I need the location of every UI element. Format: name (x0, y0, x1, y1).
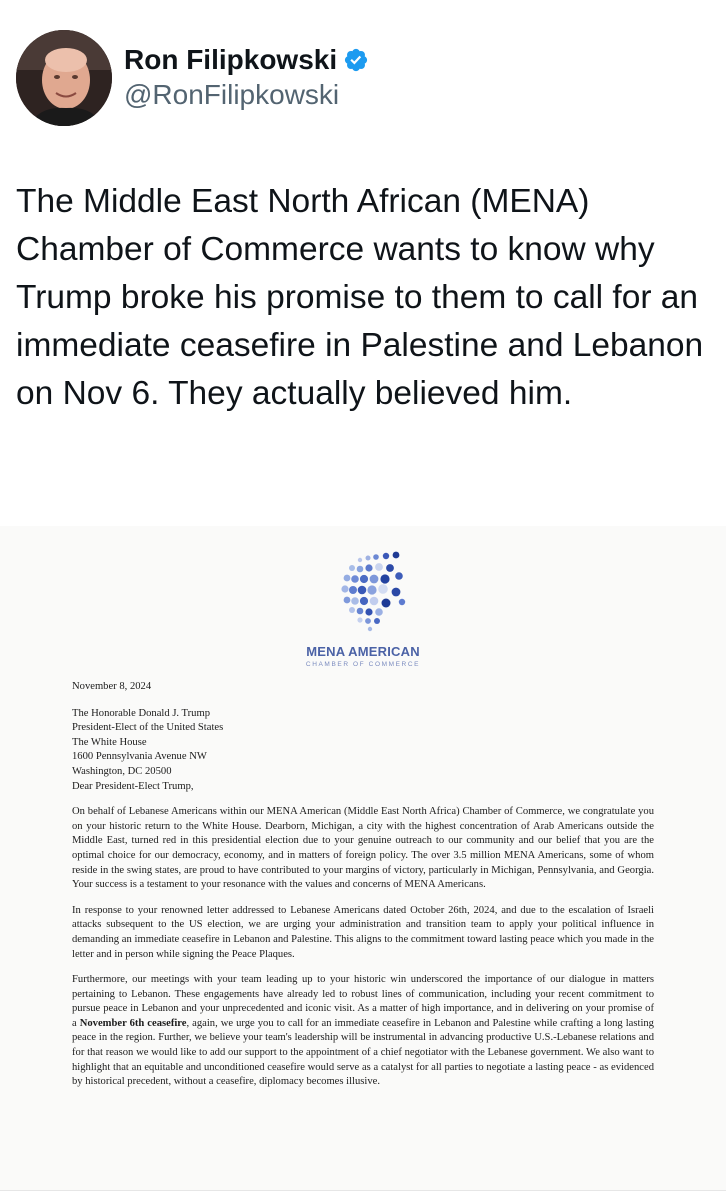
letter-paragraph-1: On behalf of Lebanese Americans within our MENA American (Middle East North Africa) Chamber of Commerce, we congratulate you on your historic return to the White House. Dearborn, Michigan, a city with the highest concentration of Arab Americans outside the Middle East, turned red in this presidential election due to your genuine outreach to our community and our belief that you are the optimal choice for our democracy, economy, and in matters of foreign policy. The over 3.5 million MENA Americans, some of whom reside in the swing states, are proud to have contributed to your margins of victory, particularly in Michigan, Pennsylvania, and Georgia. Your success is a testament to your resonance with the values and concerns of MENA Americans. (72, 806, 654, 891)
paragraph-text: Furthermore, our meetings with your team leading up to your historic win underscored the importance of our dialogue in matters pertaining to Lebanon. These engagements have already led to robust lines of communication, including your recent commitment to pursue peace in Lebanon and your unprecedented and iconic visit. As a matter of high importance, and in delivering on your promise of a (72, 974, 654, 1029)
author-name[interactable]: Ron Filipkowski (124, 44, 338, 75)
letter-paragraph-2: In response to your renowned letter addressed to Lebanese Americans dated October 26th, 2024, and due to the escalation of Israeli attacks subsequent to the US election, we are urging your administration and transition team to apply your political influence in demanding an immediate ceasefire in Lebanon and Palestine. This aligns to the commitment toward lasting peace which you made in the letter and in person while signing the Peace Plaques. (72, 904, 654, 960)
logo-title: MENA AMERICAN (306, 644, 420, 659)
address-line: The Honorable Donald J. Trump (72, 707, 211, 719)
tweet-header (16, 30, 716, 130)
letter-address (72, 707, 654, 780)
letter-date: November 8, 2024 (72, 681, 152, 692)
bold-ceasefire-text: November 6th ceasefire (79, 1017, 187, 1029)
mena-globe-logo (300, 548, 440, 648)
logo-subtitle: CHAMBER OF COMMERCE (305, 661, 421, 668)
author-handle[interactable]: @RonFilipkowski (124, 79, 340, 110)
address-line: 1600 Pennsylvania Avenue NW (72, 751, 207, 763)
address-line: President-Elect of the United States (72, 722, 224, 734)
letter-body (72, 680, 654, 1090)
avatar[interactable] (16, 30, 112, 126)
address-line: Washington, DC 20500 (72, 765, 172, 777)
divider (0, 1190, 726, 1191)
letter-salutation: Dear President-Elect Trump, (72, 780, 194, 792)
avatar-photo (16, 30, 112, 126)
verified-badge-icon (343, 47, 369, 73)
address-line: The White House (72, 736, 147, 748)
tweet-media-image[interactable] (0, 526, 726, 1190)
tweet-text: The Middle East North African (MENA) Chamber of Commerce wants to know why Trump broke his promise to them to call for an immediate ceasefire in Palestine and Lebanon on Nov 6. They actually believed him. (16, 183, 704, 412)
letter-paragraph-3 (72, 973, 654, 1090)
paragraph-text: , again, we urge you to call for an immediate ceasefire in Lebanon and Palestine while crafting a long lasting peace in the region. Further, we believe your team's leadership will be instrumental in advancing productive U.S.-Lebanese relations and for that reason we would like to add our support to the appointment of a chief negotiator with the Lebanese government. We also want to highlight that an equitable and unconditioned ceasefire would serve as a catalyst for all parties to negotiate a lasting peace - as evidenced by historical precedent, without a ceasefire, diplomacy becomes illusive. (72, 1017, 654, 1088)
author-info (124, 44, 369, 112)
